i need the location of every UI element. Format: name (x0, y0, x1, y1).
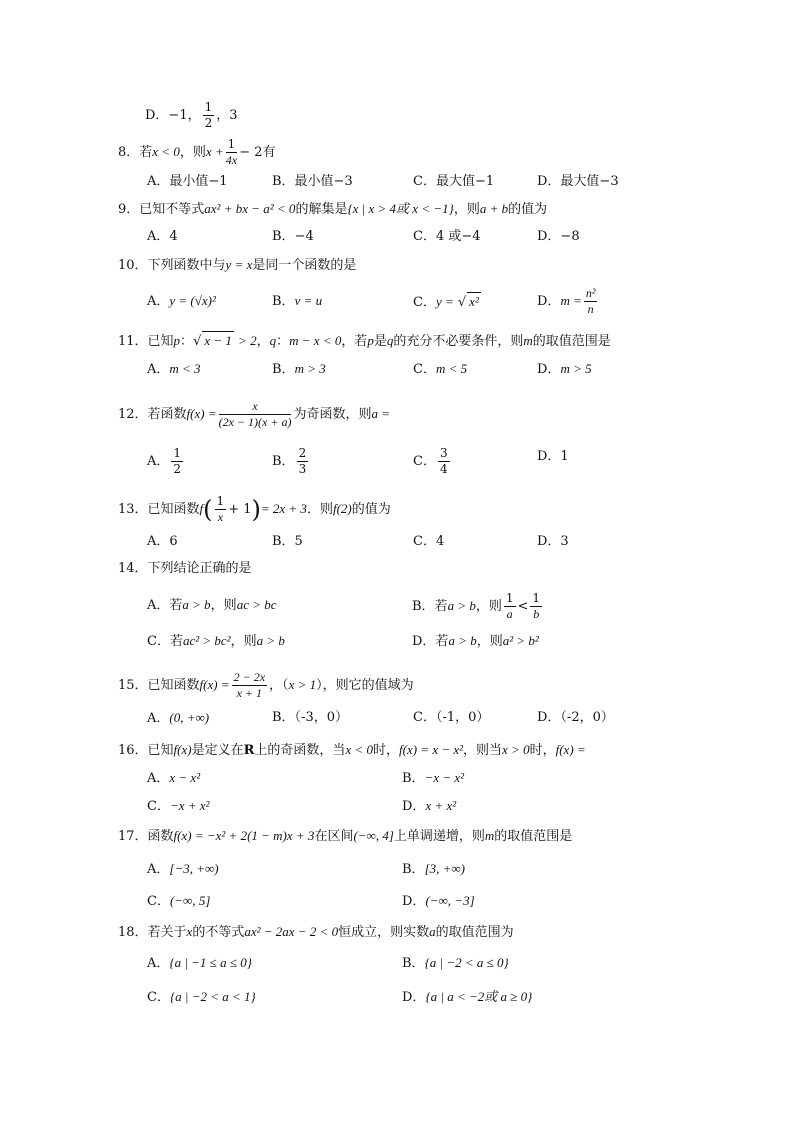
q13-option-a: A．6 (147, 534, 178, 549)
q14-option-b: B．若a > b，则 $\frac{1}{a}$ < $\frac{1}{b}$ (412, 591, 541, 621)
q17-option-b: B．[3, +∞) (402, 861, 465, 877)
question-16-stem: 16．已知f(x)是定义在R上的奇函数，当x < 0时，f(x) = x − x²，则当x > 0时，f(x) = (118, 742, 586, 758)
q18-option-c: C．{a | −2 < a < 1} (147, 989, 256, 1005)
q14-option-d: D．若a > b，则a² > b² (412, 633, 539, 649)
q13-option-c: C．4 (413, 534, 445, 549)
q18-option-d: D．{a | a < −2或 a ≥ 0} (402, 989, 533, 1005)
question-9-stem: 9．已知不等式ax² + bx − a² < 0的解集是{x | x > 4或 x < −1}，则a + b的值为 (118, 201, 548, 217)
question-11-stem: 11．已知p：√ x − 1 > 2，q：m − x < 0，若p是q的充分不必要条件，则m的取值范围是 (118, 333, 611, 349)
q9-option-a: A．4 (147, 229, 178, 244)
q17-option-a: A．[−3, +∞) (147, 861, 219, 877)
q8-option-d: D．最大值−3 (537, 174, 619, 189)
q12-option-c: C． $\frac{3}{4}$ (413, 446, 448, 476)
q17-option-d: D．(−∞, −3] (402, 893, 475, 909)
q13-option-d: D．3 (537, 534, 569, 549)
q10-option-c: C．y = √ x² (413, 294, 479, 310)
q14-option-a: A．若a > b，则ac > bc (147, 597, 277, 613)
q11-option-d: D．m > 5 (537, 361, 592, 377)
q17-option-c: C．(−∞, 5] (147, 893, 211, 909)
q8-option-b: B．最小值−3 (272, 174, 353, 189)
q10-option-b: B．v = u (272, 293, 323, 309)
q9-option-b: B．−4 (272, 229, 314, 244)
question-13-stem: 13．已知函数f( $\frac{1}{x}$ + 1)= 2x + 3．则f(2)的值为 (118, 494, 391, 524)
q15-option-a: A．(0, +∞) (147, 710, 210, 726)
q14-option-c: C．若ac² > bc²，则a > b (147, 633, 285, 649)
question-15-stem: 15．已知函数f(x) = $\frac{2 - 2x}{x + 1}$ ，（x > 1），则它的值域为 (118, 670, 414, 700)
question-12-stem: 12．若函数f(x) = $\frac{x}{(2x - 1)(x + a)}$ 为奇函数，则a = (118, 399, 390, 429)
q16-option-d: D．x + x² (402, 798, 457, 814)
q15-option-c: C．（-1，0） (413, 710, 490, 725)
question-17-stem: 17．函数f(x) = −x² + 2(1 − m)x + 3在区间(−∞, 4]上单调递增，则m的取值范围是 (118, 828, 573, 844)
q12-option-a: A． $\frac{1}{2}$ (147, 446, 182, 476)
q9-option-c: C．4 或−4 (413, 229, 481, 244)
q12-option-d: D．1 (537, 449, 569, 464)
question-14-stem: 14．下列结论正确的是 (118, 561, 252, 576)
q13-option-b: B．5 (272, 534, 303, 549)
q18-option-b: B．{a | −2 < a ≤ 0} (402, 955, 509, 971)
q10-option-a: A．y = (√x)² (147, 293, 216, 309)
question-18-stem: 18．若关于x的不等式ax² − 2ax − 2 < 0恒成立，则实数a的取值范围为 (118, 924, 514, 940)
q16-option-b: B．−x − x² (402, 770, 465, 786)
q8-option-a: A．最小值−1 (147, 174, 228, 189)
q11-option-b: B．m > 3 (272, 361, 326, 377)
q7-option-d: D．−1， $\frac{1}{2}$ ，3 (145, 100, 238, 130)
question-10-stem: 10．下列函数中与y = x是同一个函数的是 (118, 257, 357, 273)
q8-option-c: C．最大值−1 (413, 174, 495, 189)
q16-option-c: C．−x + x² (147, 798, 210, 814)
q11-option-a: A．m < 3 (147, 361, 201, 377)
q15-option-d: D．（-2，0） (537, 710, 614, 725)
q15-option-b: B．（-3，0） (272, 710, 348, 725)
question-8-stem: 8．若x < 0，则x + $\frac{1}{4x}$ − 2有 (118, 137, 276, 167)
q10-option-d: D．m = $\frac{\text{n²}}{n}$ (537, 286, 596, 316)
q12-option-b: B． $\frac{2}{3}$ (272, 446, 307, 476)
q18-option-a: A．{a | −1 ≤ a ≤ 0} (147, 955, 252, 971)
q9-option-d: D．−8 (537, 229, 580, 244)
q16-option-a: A．x − x² (147, 770, 201, 786)
q11-option-c: C．m < 5 (413, 361, 468, 377)
